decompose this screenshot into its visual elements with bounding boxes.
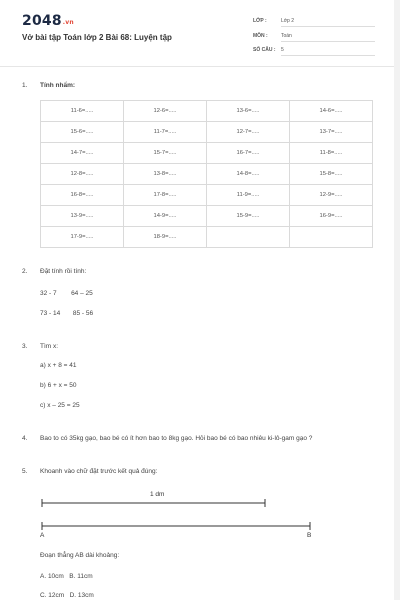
question-5-options-cd: C. 12cm D. 13cm bbox=[40, 592, 94, 599]
table-row bbox=[41, 164, 373, 185]
mental-math-table bbox=[40, 100, 373, 248]
table-cell: 11-7=..... bbox=[124, 122, 207, 143]
table-row bbox=[41, 185, 373, 206]
table-cell: 17-8=..... bbox=[124, 185, 207, 206]
question-3-number: 3. bbox=[22, 343, 28, 350]
question-2-line-2: 73 - 14 85 - 56 bbox=[40, 310, 94, 317]
question-1-text: Tính nhẩm: bbox=[40, 82, 76, 89]
question-3-part-b: b) 6 + x = 50 bbox=[40, 382, 77, 389]
table-cell: 18-9=..... bbox=[124, 227, 207, 248]
meta-key: LỚP : bbox=[253, 18, 267, 24]
meta-subject bbox=[253, 33, 375, 42]
segment-length-label: 1 dm bbox=[150, 491, 165, 498]
table-cell: 13-7=..... bbox=[290, 122, 373, 143]
question-5-number: 5. bbox=[22, 468, 28, 475]
question-5-text: Khoanh vào chữ đặt trước kết quả đúng: bbox=[40, 468, 158, 475]
question-5-prompt: Đoạn thẳng AB dài khoảng: bbox=[40, 552, 120, 559]
logo-text: 2048 bbox=[22, 13, 62, 29]
table-cell: 14-6=..... bbox=[290, 101, 373, 122]
meta-value: Toán bbox=[281, 33, 375, 42]
line-segment-diagram bbox=[34, 498, 324, 539]
table-cell: 14-9=..... bbox=[124, 206, 207, 227]
table-row bbox=[41, 122, 373, 143]
meta-grade bbox=[253, 18, 375, 27]
table-row bbox=[41, 227, 373, 248]
table-row bbox=[41, 206, 373, 227]
question-2-line-1: 32 - 7 64 – 25 bbox=[40, 290, 93, 297]
table-cell: 15-8=..... bbox=[290, 164, 373, 185]
point-a-label: A bbox=[40, 532, 45, 539]
table-cell: 12-9=..... bbox=[290, 185, 373, 206]
table-cell bbox=[207, 227, 290, 248]
segment-svg bbox=[34, 498, 324, 534]
point-b-label: B bbox=[307, 532, 312, 539]
question-2-text: Đặt tính rồi tính: bbox=[40, 268, 87, 275]
table-cell: 11-8=..... bbox=[290, 143, 373, 164]
table-cell: 12-7=..... bbox=[207, 122, 290, 143]
page-title: Vở bài tập Toán lớp 2 Bài 68: Luyện tập bbox=[22, 33, 172, 42]
table-cell: 16-9=..... bbox=[290, 206, 373, 227]
question-4-number: 4. bbox=[22, 435, 28, 442]
meta-question-count bbox=[253, 47, 375, 56]
question-5-options-ab: A. 10cm B. 11cm bbox=[40, 573, 93, 580]
worksheet-header bbox=[0, 0, 394, 67]
table-cell: 11-9=..... bbox=[207, 185, 290, 206]
meta-key: SỐ CÂU : bbox=[253, 47, 276, 53]
meta-value: Lớp 2 bbox=[281, 18, 375, 27]
table-cell: 14-8=..... bbox=[207, 164, 290, 185]
meta-key: MÔN : bbox=[253, 33, 268, 39]
question-2-number: 2. bbox=[22, 268, 28, 275]
table-cell: 16-8=..... bbox=[41, 185, 124, 206]
table-cell: 13-8=..... bbox=[124, 164, 207, 185]
table-row bbox=[41, 143, 373, 164]
table-cell: 15-6=..... bbox=[41, 122, 124, 143]
question-3-text: Tìm x: bbox=[40, 343, 59, 350]
table-cell: 12-8=..... bbox=[41, 164, 124, 185]
logo-tld: .vn bbox=[62, 19, 74, 26]
question-3-part-a: a) x + 8 = 41 bbox=[40, 362, 77, 369]
table-cell: 14-7=..... bbox=[41, 143, 124, 164]
table-cell bbox=[290, 227, 373, 248]
meta-value: 5 bbox=[281, 47, 375, 56]
table-row bbox=[41, 101, 373, 122]
site-logo[interactable] bbox=[22, 13, 74, 29]
table-cell: 16-7=..... bbox=[207, 143, 290, 164]
table-cell: 11-6=..... bbox=[41, 101, 124, 122]
table-cell: 13-9=..... bbox=[41, 206, 124, 227]
table-cell: 15-7=..... bbox=[124, 143, 207, 164]
question-3-part-c: c) x – 25 = 25 bbox=[40, 402, 80, 409]
question-1-number: 1. bbox=[22, 82, 28, 89]
table-cell: 17-9=..... bbox=[41, 227, 124, 248]
table-cell: 15-9=..... bbox=[207, 206, 290, 227]
table-cell: 13-6=..... bbox=[207, 101, 290, 122]
question-4-text: Bao to có 35kg gạo, bao bé có ít hơn bao to 8kg gạo. Hỏi bao bé có bao nhiêu ki-lô-gam gạo ? bbox=[40, 435, 313, 442]
table-cell: 12-6=..... bbox=[124, 101, 207, 122]
